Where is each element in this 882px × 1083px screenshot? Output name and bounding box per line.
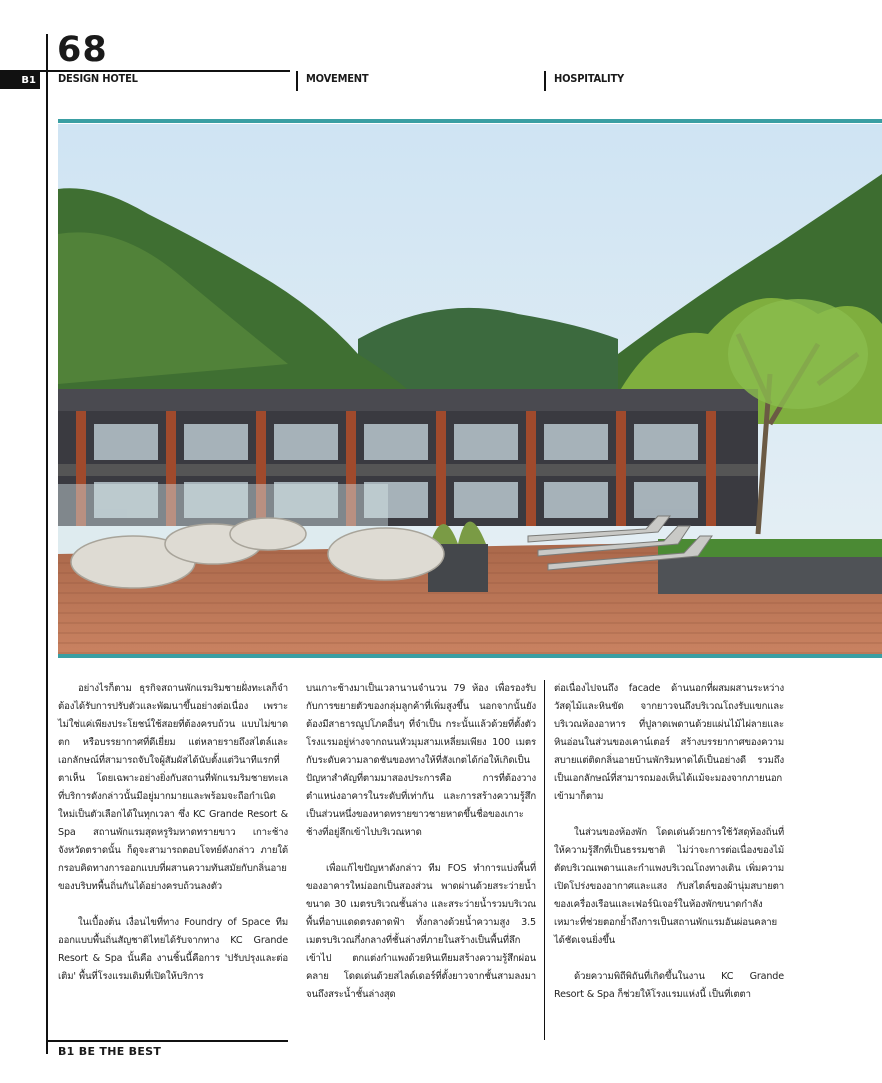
header-left-rule [46,34,48,1054]
body-paragraph: ด้วยความพิถีพิถันที่เกิดขึ้นในงาน KC Grande Resort & Spa ก็ช่วยให้โรงแรมแห่งนี้ เป็นที่เตตา [554,971,784,1000]
header-rule [0,70,290,72]
body-column-2 [306,680,536,1022]
body-paragraph: ในส่วนของห้องพัก โดดเด่นด้วยการใช้วัสดุท้องถิ่นที่ให้ความรู้สึกที่เป็นธรรมชาติ ไม่ว่าจะการต่อเนื่องของไม้ตัดบริเวณเพดานและกำแพงบริเวณโถงทางเดิน เพิ่มความเปิดโปร่งของอากาศและแสง กับสไตล์ของผ้านุ่มสบายตาของเครื่องเรือนและเฟอร์นิเจอร์ในห้องพักขนาดกำลังเหมาะที่ช่วยตอกย้ำถึงการเป็นสถานพักแรมอันผ่อนคลายได้ชัดเจนยิ่งขึ้น [554,827,784,946]
building-floor-band [58,464,758,476]
body-column-1 [58,680,288,1004]
footer-label: B1 BE THE BEST [58,1045,162,1058]
body-paragraph: บนเกาะช้างมาเป็นเวลานานจำนวน 79 ห้อง เพื่อรองรับกับการขยายตัวของกลุ่มลูกค้าที่เพิ่มสูงขึ้น นอกจากนั้นยังต้องมีสาธารณูปโภคอื่นๆ ที่จำเป็น กระนั้นแล้วด้วยที่ตั้งตัวโรงแรมอยู่ห่างจากถนนหัวมุมสามเหลี่ยมเพียง 100 เมตรกับระดับความลาดชันของทางให้ที่สังเกตได้ก่อให้เกิดเป็นปัญหาสำคัญที่ตามมาสองประการคือ การที่ต้องวางตำแหน่งอาคารในระดับที่เท่ากัน และการสร้างความรู้สึกเป็นส่วนหนึ่งของหาดทรายขาวชายหาดขึ้นชื่อของเกาะช้างที่อยู่ลึกเข้าไปบริเวณหาด [306,683,536,838]
section-label-movement: MOVEMENT [306,72,369,85]
column-divider [544,680,545,1040]
body-paragraph: อย่างไรก็ตาม ธุรกิจสถานพักแรมริมชายฝั่งทะเลก็จำต้องได้รับการปรับตัวและพัฒนาขึ้นอย่างต่อเนื่อง เพราะไม่ใช่แค่เพียงประโยชน์ใช้สอยที่ต้องครบถ้วน แบบไม่ขาดตก หรือบรรยากาศที่ดีเยี่ยม แต่หลายรายถึงสไตล์และเอกลักษณ์ที่สามารถจับใจผู้สัมผัสได้นับตั้งแต่วินาทีแรกที่ตาเห็น โดยเฉพาะอย่างยิ่งกับสถานที่พักแรมริมชายทะเล ที่บริการดังกล่าวนั้นมีอยู่มากมายและพร้อมจะถือกำเนิดใหม่เป็นตัวเลือกได้ในทุกเวลา ซึ่ง KC Grande Resort & Spa สถานพักแรมสุดหรูริมหาดทรายขาว เกาะช้าง จังหวัดตราดนั้น ก็ดูจะสามารถตอบโจทย์ดังกล่าว ภายใต้กรอบคิดทางการออกแบบที่ผสานความทันสมัยกับกลิ่นอายของบริบทพื้นถิ่นกันได้อย่างครบถ้วนลงตัว [58,683,288,892]
section-divider-1 [296,71,298,91]
photo-bottom-accent-bar [58,654,882,658]
section-divider-2 [544,71,546,91]
section-label-design-hotel: DESIGN HOTEL [58,72,138,85]
building-roof [58,389,758,411]
body-paragraph: ต่อเนื่องไปจนถึง facade ด้านนอกที่ผสมผสานระหว่างวัสดุไม้และหินขัด จากยาวจนถึงบริเวณโถงรับแขกและบริเวณห้องอาหาร ที่ปูลาดเพดานด้วยแผ่นไม้ไผ่ลายและหินอ่อนในส่วนของเคาน์เตอร์ สร้างบรรยากาศของความสบายแต่ติดกลิ่นอายบ้านพักริมหาดได้เป็นอย่างดี รวมถึงเป็นเอกลักษณ์ที่สามารถมองเห็นได้แม้จะมองจากภายนอกเข้ามาก็ตาม [554,683,784,802]
page-number: 68 [57,30,108,70]
footer-rule [46,1040,288,1042]
hero-photo-resort [58,124,882,654]
body-column-3 [554,680,784,1022]
section-label-hospitality: HOSPITALITY [554,72,625,85]
section-side-tab: B1 [0,72,40,89]
photo-top-accent-bar [58,119,882,123]
stone-planter [658,554,882,594]
resort-illustration [58,124,882,654]
body-paragraph: เพื่อแก้ไขปัญหาดังกล่าว ทีม FOS ทำการแบ่งพื้นที่ของอาคารใหม่ออกเป็นสองส่วน พาดผ่านด้วยสระว่ายน้ำขนาด 30 เมตรบริเวณชั้นล่าง และสระว่ายน้ำรวมบริเวณพื้นที่อาบแดดตรงดาดฟ้า ทั้งกลางด้วยน้ำความสูง 3.5 เมตรบริเวณกึ่งกลางที่ชั้นล่างที่ภายในสร้างเป็นพื้นที่ลึกเข้าไป ตกแต่งกำแพงด้วยหินเทียมสร้างความรู้สึกผ่อนคลาย โดดเด่นด้วยสไลด์เดอร์ที่ตั้งยาวจากชั้นสามลงมาจนถึงสระน้ำชั้นล่างสุด [306,863,536,1000]
body-paragraph: ในเบื้องต้น เงื่อนไขที่ทาง Foundry of Space ทีมออกแบบพื้นถิ่นสัญชาติไทยได้รับจากทาง KC Grande Resort & Spa นั้นคือ งานชิ้นนี้คือการ 'ปรับปรุงและต่อเติม' พื้นที่โรงแรมเดิมที่เปิดให้บริการ [58,917,288,982]
